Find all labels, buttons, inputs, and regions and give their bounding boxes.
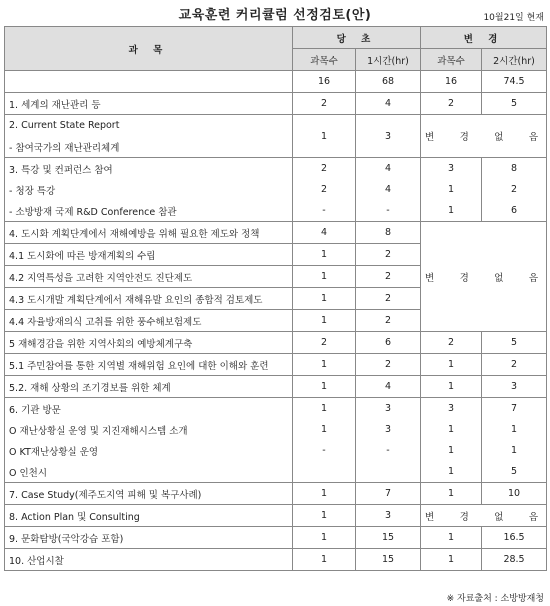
subject-cell: 3. 특강 및 컨퍼런스 참여: [5, 158, 293, 180]
total-cell: 74.5: [482, 71, 547, 93]
table-row: [5, 115, 547, 137]
value-cell: 16.5: [482, 527, 547, 549]
subject-cell: - 참여국가의 재난관리체계: [5, 136, 293, 158]
value-cell: 7: [482, 398, 547, 420]
value-cell: 1: [482, 440, 547, 461]
value-cell: 1: [421, 440, 482, 461]
before-header: 당 초: [293, 27, 421, 49]
no-change-note: 변 경 없 음: [421, 115, 547, 158]
value-cell: 3: [356, 398, 421, 420]
value-cell: 2: [482, 354, 547, 376]
subject-cell: O KT재난상황실 운영: [5, 440, 293, 461]
value-cell: 2: [356, 266, 421, 288]
totals-row: [5, 71, 547, 93]
value-cell: 4: [356, 158, 421, 180]
after-header: 변 경: [421, 27, 547, 49]
value-cell: 3: [421, 398, 482, 420]
value-cell: 1: [293, 505, 356, 527]
value-cell: [293, 461, 356, 483]
subject-header: 과 목: [5, 27, 293, 71]
value-cell: 1: [293, 419, 356, 440]
value-cell: 3: [356, 115, 421, 158]
subject-cell: - 청장 특강: [5, 179, 293, 200]
curriculum-table: [4, 26, 547, 571]
value-cell: 3: [356, 505, 421, 527]
subject-cell: 4.3 도시개발 계획단계에서 재해유발 요인의 종합적 검토제도: [5, 288, 293, 310]
value-cell: 1: [293, 549, 356, 571]
subject-cell: 2. Current State Report: [5, 115, 293, 137]
subject-cell: 4.1 도시화에 따른 방재계획의 수립: [5, 244, 293, 266]
subject-cell: 6. 기관 방문: [5, 398, 293, 420]
table-row: [5, 483, 547, 505]
table-row: [5, 158, 547, 180]
value-cell: 2: [293, 158, 356, 180]
subject-cell: 8. Action Plan 및 Consulting: [5, 505, 293, 527]
value-cell: 1: [293, 288, 356, 310]
value-cell: 1: [421, 354, 482, 376]
value-cell: 1: [293, 266, 356, 288]
value-cell: 1: [293, 115, 356, 158]
table-row: [5, 505, 547, 527]
subject-cell: 7. Case Study(제주도지역 피해 및 복구사례): [5, 483, 293, 505]
value-cell: 2: [482, 179, 547, 200]
no-change-note: 변 경 없 음: [421, 505, 547, 527]
value-cell: 15: [356, 549, 421, 571]
subject-cell: 5.2. 재해 상황의 조기경보를 위한 체계: [5, 376, 293, 398]
subject-cell: 10. 산업시찰: [5, 549, 293, 571]
value-cell: 8: [482, 158, 547, 180]
value-cell: 1: [421, 179, 482, 200]
subject-cell: O 인천시: [5, 461, 293, 483]
total-cell: 16: [421, 71, 482, 93]
hours-header: 1시간(hr): [356, 49, 421, 71]
subject-cell: 4. 도시화 계획단계에서 재해예방을 위해 필요한 제도와 정책: [5, 222, 293, 244]
value-cell: 2: [293, 179, 356, 200]
value-cell: 4: [356, 179, 421, 200]
table-row: [5, 527, 547, 549]
count2-header: 과목수: [421, 49, 482, 71]
table-row: [5, 179, 547, 200]
value-cell: 2: [421, 93, 482, 115]
table-row: [5, 398, 547, 420]
hours2-header: 2시간(hr): [482, 49, 547, 71]
value-cell: 3: [421, 158, 482, 180]
value-cell: 3: [356, 419, 421, 440]
value-cell: 1: [293, 244, 356, 266]
value-cell: 5: [482, 93, 547, 115]
table-row: [5, 93, 547, 115]
value-cell: 10: [482, 483, 547, 505]
value-cell: 2: [356, 310, 421, 332]
value-cell: 1: [293, 483, 356, 505]
subject-cell: 5 재해경감을 위한 지역사회의 예방체계구축: [5, 332, 293, 354]
value-cell: 8: [356, 222, 421, 244]
value-cell: 2: [293, 332, 356, 354]
value-cell: 6: [482, 200, 547, 222]
table-row: [5, 200, 547, 222]
value-cell: 2: [356, 244, 421, 266]
value-cell: 1: [293, 527, 356, 549]
value-cell: 1: [421, 200, 482, 222]
source-note: ※ 자료출처 : 소방방재청: [446, 594, 544, 604]
table-row: [5, 354, 547, 376]
value-cell: 15: [356, 527, 421, 549]
subject-cell: 4.2 지역특성을 고려한 지역안전도 진단제도: [5, 266, 293, 288]
value-cell: 2: [421, 332, 482, 354]
value-cell: 1: [421, 549, 482, 571]
subject-cell: - 소방방재 국제 R&D Conference 참관: [5, 200, 293, 222]
value-cell: 4: [356, 93, 421, 115]
value-cell: 6: [356, 332, 421, 354]
value-cell: 1: [421, 461, 482, 483]
value-cell: [356, 461, 421, 483]
value-cell: 4: [293, 222, 356, 244]
value-cell: 28.5: [482, 549, 547, 571]
value-cell: 1: [482, 419, 547, 440]
table-row: [5, 419, 547, 440]
no-change-note: 변 경 없 음: [421, 222, 547, 332]
value-cell: 2: [356, 354, 421, 376]
value-cell: 5: [482, 332, 547, 354]
value-cell: 1: [293, 376, 356, 398]
subject-cell: 9. 문화탐방(국악강습 포함): [5, 527, 293, 549]
value-cell: 1: [293, 354, 356, 376]
subject-cell: 1. 세계의 재난관리 등: [5, 93, 293, 115]
value-cell: -: [293, 440, 356, 461]
table-row: [5, 332, 547, 354]
subject-cell: O 재난상황실 운영 및 지진재해시스템 소개: [5, 419, 293, 440]
document-title: 교육훈련 커리큘럼 선정검토(안): [178, 8, 372, 23]
table-row: [5, 549, 547, 571]
value-cell: -: [356, 200, 421, 222]
value-cell: 4: [356, 376, 421, 398]
count-header: 과목수: [293, 49, 356, 71]
table-row: [5, 376, 547, 398]
value-cell: 2: [293, 93, 356, 115]
value-cell: 1: [421, 419, 482, 440]
table-row: [5, 440, 547, 461]
subject-cell: 5.1 주민참여를 통한 지역별 재해위험 요인에 대한 이해와 훈련: [5, 354, 293, 376]
value-cell: 2: [356, 288, 421, 310]
value-cell: -: [293, 200, 356, 222]
value-cell: 1: [421, 483, 482, 505]
subject-cell: 4.4 자율방재의식 고취를 위한 풍수해보험제도: [5, 310, 293, 332]
value-cell: 1: [293, 398, 356, 420]
date-label: 10월21일 현재: [483, 13, 544, 23]
table-row: [5, 222, 547, 244]
total-cell: 68: [356, 71, 421, 93]
value-cell: -: [356, 440, 421, 461]
total-cell: 16: [293, 71, 356, 93]
value-cell: 1: [293, 310, 356, 332]
value-cell: 7: [356, 483, 421, 505]
value-cell: 1: [421, 376, 482, 398]
table-row: [5, 461, 547, 483]
value-cell: 1: [421, 527, 482, 549]
value-cell: 3: [482, 376, 547, 398]
value-cell: 5: [482, 461, 547, 483]
